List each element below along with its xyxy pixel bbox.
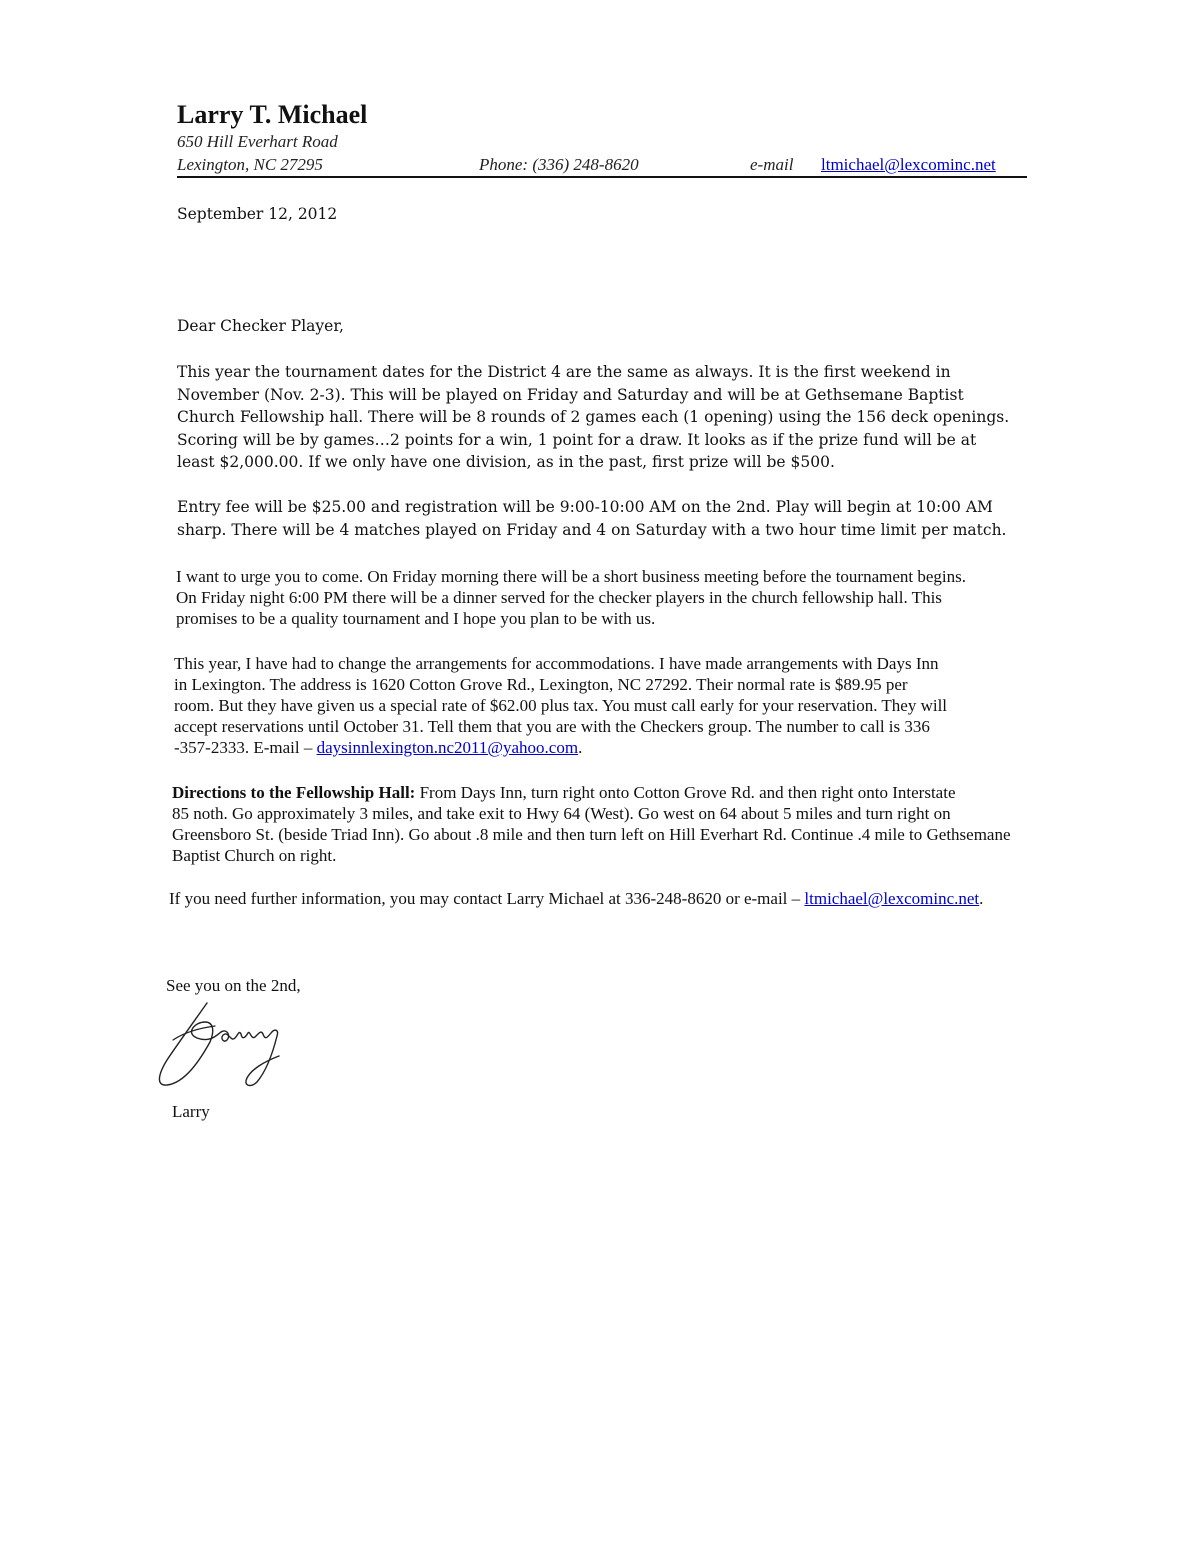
paragraph-line: room. But they have given us a special rate of $62.00 plus tax. You must call early for your reservation. They will <box>174 696 948 715</box>
paragraph-line <box>174 737 947 758</box>
directions-heading: Directions to the Fellowship Hall: <box>172 783 416 802</box>
paragraph-line: sharp. There will be 4 matches played on Friday and 4 on Saturday with a two hour time limit per match. <box>177 520 1007 539</box>
email-suffix: . <box>578 738 583 757</box>
phone-number: Phone: (336) 248-8620 <box>479 155 639 174</box>
contact-suffix: . <box>979 889 984 908</box>
paragraph-line: in Lexington. The address is 1620 Cotton Grove Rd., Lexington, NC 27292. Their normal rate is $89.95 per <box>174 675 908 694</box>
letter-date: September 12, 2012 <box>177 205 338 223</box>
paragraph-line: Entry fee will be $25.00 and registration will be 9:00-10:00 AM on the 2nd. Play will begin at 10:00 AM <box>177 498 993 516</box>
paragraph-line: accept reservations until October 31. Tell them that you are with the Checkers group. The number to call is 336 <box>174 717 930 736</box>
letterhead-email-link[interactable]: ltmichael@lexcominc.net <box>821 155 996 174</box>
paragraph-line: Greensboro St. (beside Triad Inn). Go about .8 mile and then turn left on Hill Everhart Rd. Continue .4 mile to Gethsemane <box>172 825 1011 844</box>
directions-text: From Days Inn, turn right onto Cotton Grove Rd. and then right onto Interstate <box>415 783 956 802</box>
street-address: 650 Hill Everhart Road <box>177 132 338 151</box>
letterhead <box>177 100 1027 176</box>
paragraph-line: November (Nov. 2-3). This will be played on Friday and Saturday and will be at Gethsemane Baptist <box>177 385 964 404</box>
salutation: Dear Checker Player, <box>177 317 344 335</box>
paragraph-entry-fee <box>177 496 1007 541</box>
signoff-name: Larry <box>172 1102 210 1121</box>
paragraph-invitation <box>176 566 966 629</box>
paragraph-line: Church Fellowship hall. There will be 8 rounds of 2 games each (1 opening) using the 156 deck openings. <box>177 408 1010 426</box>
paragraph-line: promises to be a quality tournament and I hope you plan to be with us. <box>176 609 656 628</box>
paragraph-line: 85 noth. Go approximately 3 miles, and take exit to Hwy 64 (West). Go west on 64 about 5 miles and turn right on <box>172 804 951 823</box>
address-line-2 <box>177 153 1027 176</box>
paragraph-directions <box>172 782 1011 866</box>
address-line-1 <box>177 130 1027 153</box>
contact-email-link[interactable]: ltmichael@lexcominc.net <box>804 889 980 908</box>
paragraph-contact <box>169 888 983 909</box>
letterhead-divider <box>177 176 1027 178</box>
paragraph-line: Scoring will be by games…2 points for a win, 1 point for a draw. It looks as if the prize fund will be at <box>177 430 977 449</box>
email-prefix: -357-2333. E-mail – <box>174 738 317 757</box>
paragraph-line <box>172 782 1011 803</box>
contact-prefix: If you need further information, you may contact Larry Michael at 336-248-8620 or e-mail – <box>169 889 805 908</box>
paragraph-line: I want to urge you to come. On Friday morning there will be a short business meeting before the tournament begins. <box>176 567 967 586</box>
paragraph-line: Baptist Church on right. <box>172 846 337 865</box>
email-label: e-mail <box>750 155 794 174</box>
closing: See you on the 2nd, <box>166 976 301 995</box>
hotel-email-link[interactable]: daysinnlexington.nc2011@yahoo.com <box>316 738 579 757</box>
paragraph-line: This year the tournament dates for the District 4 are the same as always. It is the first weekend in <box>177 363 951 381</box>
paragraph-line: This year, I have had to change the arrangements for accommodations. I have made arrangements with Days Inn <box>174 654 939 673</box>
paragraph-accommodations <box>174 653 947 758</box>
paragraph-line: On Friday night 6:00 PM there will be a dinner served for the checker players in the church fellowship hall. This <box>176 588 942 607</box>
paragraph-line: least $2,000.00. If we only have one division, as in the past, first prize will be $500. <box>177 453 835 471</box>
handwritten-signature <box>155 1000 295 1090</box>
paragraph-tournament-dates <box>177 361 1009 474</box>
city-state-zip: Lexington, NC 27295 <box>177 155 323 174</box>
paragraph-line <box>169 888 983 909</box>
sender-name: Larry T. Michael <box>177 100 368 129</box>
